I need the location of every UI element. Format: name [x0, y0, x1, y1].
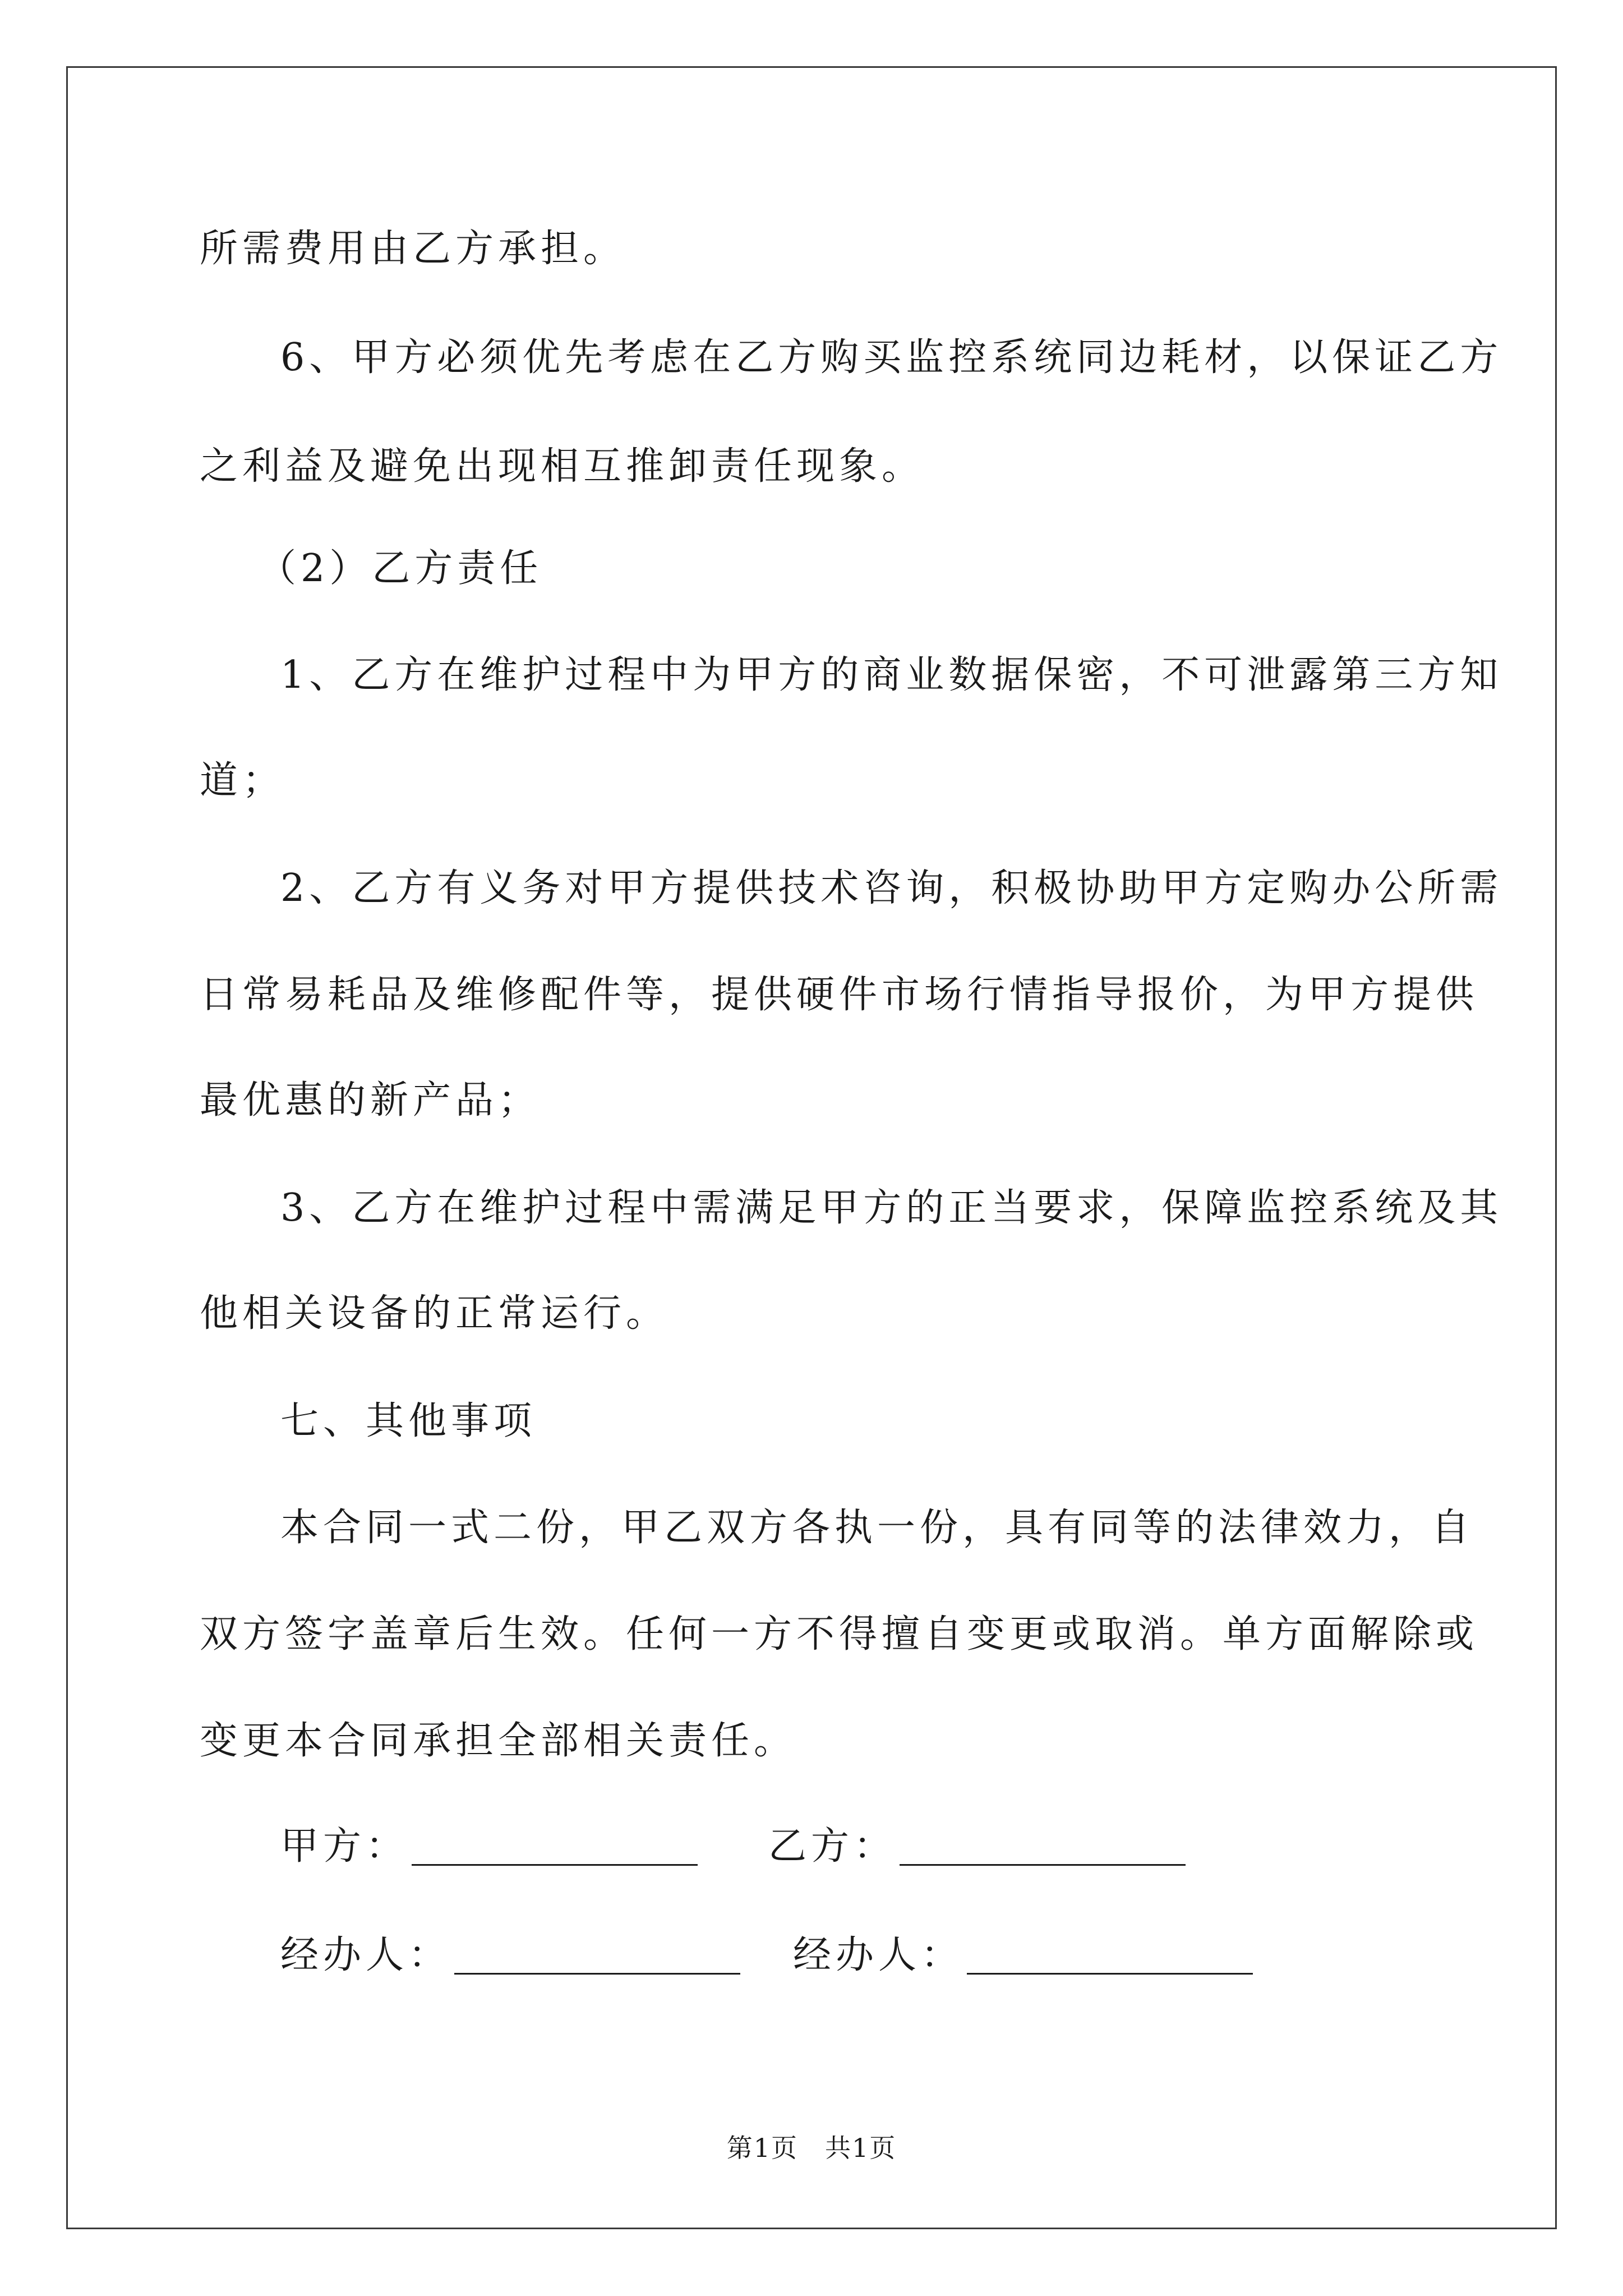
agent-a-label: 经办人：: [280, 1933, 451, 1977]
text-line-3: 之利益及避免出现相互推卸责任现象。: [200, 444, 925, 489]
text-line-13: 本合同一式二份，甲乙双方各执一份，具有同等的法律效力，自: [280, 1506, 1474, 1550]
signature-agent-b: [793, 1933, 1253, 1977]
text-line-5: 1、乙方在维护过程中为甲方的商业数据保密，不可泄露第三方知: [280, 653, 1503, 697]
text-line-7: 2、乙方有义务对甲方提供技术咨询，积极协助甲方定购办公所需: [280, 866, 1503, 910]
signature-party-b: [768, 1824, 1186, 1869]
text-line-1: 所需费用由乙方承担。: [200, 227, 626, 271]
agent-a-signature-line: [454, 1940, 740, 1975]
text-line-15: 变更本合同承担全部相关责任。: [200, 1719, 797, 1763]
signature-agent-a: [280, 1933, 740, 1977]
text-line-8: 日常易耗品及维修配件等，提供硬件市场行情指导报价，为甲方提供: [200, 973, 1479, 1017]
section-heading-party-b: （2）乙方责任: [258, 546, 543, 591]
agent-b-label: 经办人：: [793, 1933, 964, 1977]
text-line-6: 道；: [200, 758, 285, 803]
page-footer: 第1页 共1页: [726, 2133, 897, 2163]
text-line-2: 6、甲方必须优先考虑在乙方购买监控系统同边耗材，以保证乙方: [280, 335, 1503, 380]
text-line-9: 最优惠的新产品；: [200, 1078, 541, 1122]
text-line-10: 3、乙方在维护过程中需满足甲方的正当要求，保障监控系统及其: [280, 1186, 1503, 1230]
party-b-signature-line: [900, 1832, 1186, 1866]
party-a-label: 甲方：: [280, 1824, 409, 1869]
text-line-11: 他相关设备的正常运行。: [200, 1291, 669, 1336]
text-line-14: 双方签字盖章后生效。任何一方不得擅自变更或取消。单方面解除或: [200, 1612, 1479, 1657]
signature-party-a: [280, 1824, 698, 1869]
agent-b-signature-line: [967, 1940, 1253, 1975]
party-b-label: 乙方：: [768, 1824, 897, 1869]
section-heading-other: 七、其他事项: [280, 1399, 537, 1443]
party-a-signature-line: [412, 1832, 698, 1866]
page-border: [66, 66, 1557, 2229]
